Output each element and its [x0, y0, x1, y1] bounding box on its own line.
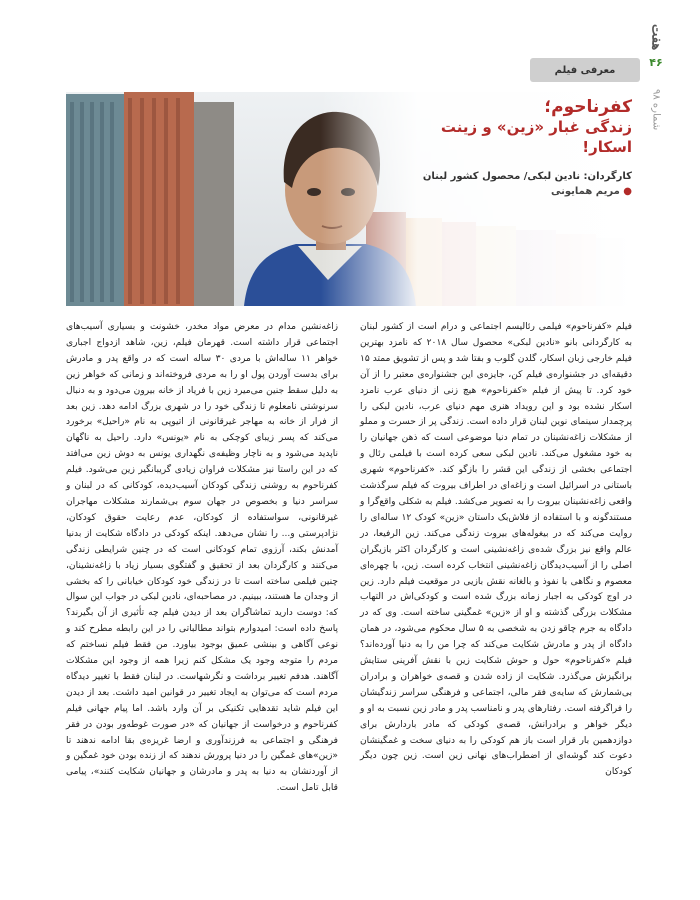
- section-label: معرفی فیلم: [554, 64, 616, 76]
- article-title-line1: کفرناحوم؛: [544, 97, 632, 117]
- article-body: [66, 320, 632, 868]
- body-column-right: [360, 320, 632, 868]
- author-name: مریم همایونی: [551, 186, 620, 198]
- article-credits: کارگردان: نادین لبکی/ محصول کشور لبنان: [422, 171, 632, 183]
- article-header: [400, 96, 632, 197]
- body-text-left: زاغه‌نشین مدام در معرض مواد مخدر، خشونت و بسیاری آسیب‌های اجتماعی قرار داشته است. قهرمان فیلم، زین، شاهد ازدواج اجباری خواهر ۱۱ ساله‌اش با مردی ۳۰ ساله است که در واقع پدر و مادرش برای بدست آوردن پول او را به مردی فروخته‌اند و زمانی که خواهر زین به دلیل سقط جنین می‌میرد زین با فریاد از خانه بیرون می‌دود و به دنبال سرنوشتی نامعلوم تا زندگی خود را در شهری بزرگ ادامه دهد. زین بعد از فرار از خانه به مهاجر غیرقانونی از اتیوپی به نام «راحیل» برخورد می‌کند که پسر زیبای کوچکی به نام «یونس» دارد. راحیل به ناگهان ناپدید می‌شود و به ناچار وظیفه‌ی نگهداری یونس به دوش زین می‌افتد که در این راستا نیز مشکلات فراوان زیادی گریبانگیر زین می‌شود. فیلم کفرناحوم به روشنی زندگی کودکان آسیب‌دیده، کودکانی که در لبنان و سراسر دنیا و بخصوص در جهان سوم بی‌شمارند مشکلات مهاجران غیرقانونی، سواستفاده از کودکان، عدم رعایت حقوق کودکان، نژادپرستی و... را نشان می‌دهد. اینکه کودکی در دادگاه شکایت از بدنیا آمدنش بکند، آرزوی تمام کودکانی است که در چنین شرایطی زندگی می‌کنند و کارگردان بعد از تحقیق و گفتگوی بسیار زیاد با زاغه‌نشینان، چنین فیلمی ساخته است تا در زندگی خود کودکان خیابانی را که بخشی از وجدان ما هستند، ببینیم. در مصاحبه‌ای، نادین لبکی در جواب این سوال که: دوست دارید تماشاگران بعد از دیدن فیلم چه تأثیری از آن بگیرند؟ پاسخ داده است: امیدوارم بتواند مطالباتی را در این رابطه مطرح کند و نوعی آگاهی و بینشی عمیق بوجود بیاورد. من فقط فیلم نساختم که مردم را متوجه وجود یک مشکل کنم زیرا همه از وجود این مشکلات آگاهند. هدفم تغییر برداشت و نگرشهاست. در لبنان فقط با تغییر دیدگاه مردم است که می‌توان به ایجاد تغییر در قوانین امید داشت. بعد از دیدن این فیلم شاید تقدهایی تکنیکی بر آن وارد باشد. اما پیام جهانی فیلم کفرناحوم و درخواست از جهانیان که «در صورت غوطه‌ور بودن در فقر فرهنگی و اجتماعی به فرزندآوری و ارضا غریزه‌ی بقا ادامه ندهند تا «زین»های غمگین را در دنیا پرورش ندهند که از زنده بودن خود غمگین و از آوردنشان به دنیا به پدر و مادرشان و جهانیان شکایت کنند»، پیامی قابل تامل است.: [66, 322, 338, 794]
- magazine-logo: هفت: [648, 24, 664, 51]
- article-author: [400, 186, 632, 197]
- page-number: ۴۶: [649, 56, 663, 70]
- body-text-right: فیلم «کفرناحوم» فیلمی رئالیسم اجتماعی و درام است از کشور لبنان به کارگردانی بانو «نادین لبکی» محصول سال ۲۰۱۸ که نامزد بهترین فیلم خارجی زبان اسکار، گلدن گلوب و بفتا شد و پس از تشویق ممتد ۱۵ دقیقه‌ای در جشنواره‌ی فیلم کن، جایزه‌ی این جشنواره‌ی معتبر را از آن خود کرد. تا پیش از فیلم «کفرناحوم» هیچ زنی از دنیای عرب نامزد اسکار نشده بود و این رویداد هنری مهم دنیای عرب، نادین لبکی را پرچمدار سینمای نوین لبنان قرار داده است. زندگی پر از حسرت و مملو از مشکلات زاغه‌نشینان در تمام دنیا موضوعی است که ذهن جهانیان را به خود مشغول می‌کند. نادین لبکی سعی کرده است با فیلمی رئال و اجتماعی بخشی از زندگی این قشر را بازگو کند. «کفرناحوم» شهری باستانی در اسرائیل است و زاغه‌ای در اطراف بیروت که فیلم سرگذشت واقعی زاغه‌نشینان بیروت را به تصویر می‌کشد. فیلم به شکلی واقع‌گرا و مستندگونه و با استفاده از فلاش‌بک داستان «زین» کودک ۱۲ ساله‌ای را روایت می‌کند که در بیغوله‌های بیروت زندگی می‌کند. زین الرفیعا، در عالم واقع نیز بزرگ شده‌ی زاغه‌نشینی است و کارگردان اکثر بازیگران اصلی را از آسیب‌دیدگان زاغه‌نشینی انتخاب کرده است. زین، با چهره‌ای معصوم و نگاهی با نفوذ و بالغانه نقش بازیی در موقعیت فیلم دارد. زین در اوج کودکی به اجبار زمانه بزرگ شده است و کودکی‌اش در التهاب مشکلات بزرگی گذشته و او از «زین» غمگینی ساخته است. وی که در دادگاه به جرم چاقو زدن به شخصی به ۵ سال محکوم می‌شود، در همان دادگاه از پدر و مادرش شکایت می‌کند که چرا من را به دنیا آورده‌اند؟ فیلم «کفرناحوم» حول و حوش شکایت زین با نقش آفرینی ستایش برانگیزش می‌گذرد. شکایت از زاده شدن و قصه‌ی خواهران و برادران بی‌شمارش که سایه‌ی فقر مالی، اجتماعی و فرهنگی سراسر زندگیشان را فراگرفته است. رفتارهای پدر و نامناسب پدر و مادر زین نسبت به او و دیگر خواهر و برادرانش، قصه‌ی کودکی که مادر باردارش برای دوازدهمین بار قرار است باز هم کودکی را به دنیای سخت و غمگینشان دعوت کند گوشه‌ای از اضطراب‌های نهانی زین است. زین چون دیگر کودکان: [360, 322, 632, 778]
- body-column-left: [66, 320, 338, 868]
- page-sidebar: [640, 22, 672, 322]
- section-label-bar: [530, 58, 640, 82]
- issue-number: شماره ۹۸: [650, 89, 662, 131]
- author-bullet-icon: ●: [623, 186, 632, 198]
- article-title-line2: زندگی غبار «زین» و زینت اسکار!: [440, 118, 632, 156]
